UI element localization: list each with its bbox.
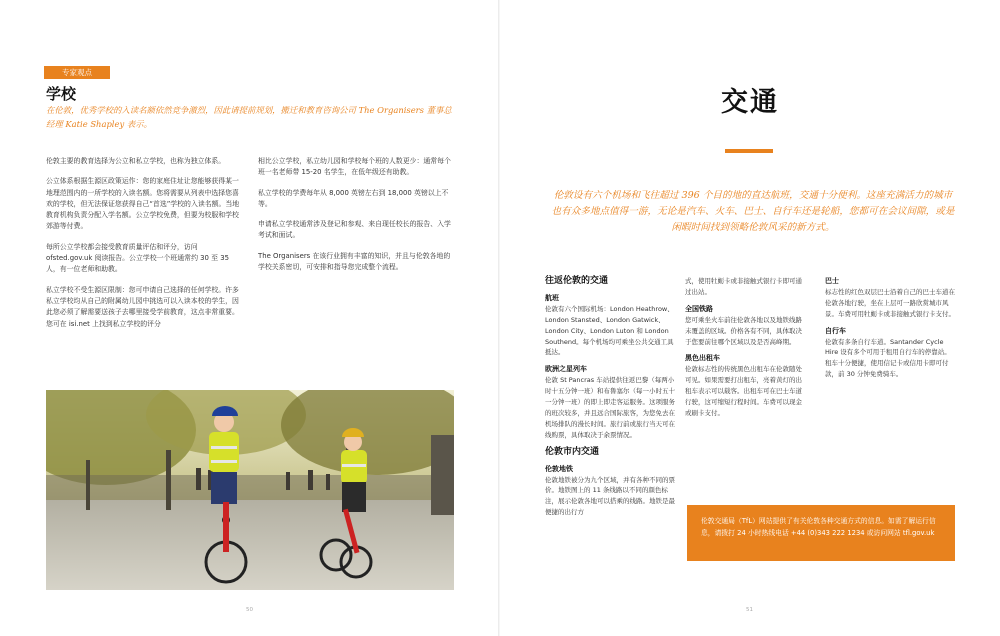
item-text: 伦敦地铁被分为九个区域，并有各种不同的票价。地铁图上的 11 条线路以不同的颜色标注，展示伦敦各地可以搭乘的线路。地铁是最便捷的出行方 bbox=[545, 475, 675, 517]
item-text: 伦敦 St Pancras 车站提供往返巴黎（每两小时十五分钟一班）和布鲁塞尔（每一小时五十一分钟一班）的即上即走客运服务。这项服务的班次较多，并且远合国际旅客，为您免去在机场排队的漫长时间。旅行前或旅行当天可在线购票，具体取决于余票情况。 bbox=[545, 376, 675, 439]
paragraph: 公立体系根据生源区政策运作：您的家庭住址让您能够获得某一地理范围内的一所学校的入读名额。您将需要从列表中选择您喜欢的学校，但无法保证您获得自己“首选”学校的入读名额。当地教育机构负责分配入学名额。公立学校免费，但要为校服和学校郊游等付费。 bbox=[46, 177, 240, 231]
title-underline bbox=[725, 149, 773, 153]
page-number: 50 bbox=[246, 607, 253, 613]
paragraph: 每所公立学校都会接受教育质量评估和评分，访问 ofsted.gov.uk 阅读报告。公立学校一个班通常约 30 至 35 人，有一位老师和助教。 bbox=[46, 242, 229, 274]
right-page bbox=[500, 0, 1000, 636]
item-text: 式，使用牡蛎卡或非接触式银行卡即可通过出站。 bbox=[685, 277, 802, 296]
item-text: 标志性的红色双层巴士沿着自己的巴士车道在伦敦各地行驶，坐在上层可一路欣赏城市风景。车费可用牡蛎卡或非接触式银行卡支付。 bbox=[825, 287, 955, 318]
transport-column-2 bbox=[685, 276, 803, 425]
schools-intro: 在伦敦，优秀学校的入读名额依然竞争激烈，因此请提前规划，搬迁和教育咨询公司 The Organisers 董事总经理 Katie Shapley 表示。 bbox=[46, 105, 452, 129]
expert-tag: 专家观点 bbox=[44, 66, 110, 79]
item-text: 伦敦有六个国际机场：London Heathrow、London Stansted、London Gatwick、London City、London Luton 和 London Southend。每个机场均可乘坐公共交通工具抵达。 bbox=[545, 304, 674, 357]
item-heading: 欧洲之星列车 bbox=[545, 365, 587, 374]
item-heading: 自行车 bbox=[825, 326, 846, 335]
item-text: 伦敦有多条自行车道。Santander Cycle Hire 设有多个可用于租用自行车的停靠站。租车十分便捷，使用信记卡或信用卡即可付款，前 30 分钟免费骑车。 bbox=[825, 337, 951, 379]
paragraph: 私立学校不受生源区限制：您可申请自己选择的任何学校。许多私立学校均从自己的附属幼儿园中挑选可以入读本校的学生，因此您必须了解需要送孩子去哪里接受学前教育，这点非常重要。您可在 isi.net 上找到私立学校的评分 bbox=[46, 285, 239, 328]
item-heading: 巴士 bbox=[825, 277, 839, 285]
children-cycling-photo bbox=[46, 390, 454, 590]
section-title-transport: 交通 bbox=[721, 87, 779, 118]
page-number: 51 bbox=[746, 607, 753, 613]
item-heading: 伦敦地铁 bbox=[545, 464, 573, 473]
schools-column-1 bbox=[46, 156, 242, 339]
tfl-info-box: 伦敦交通局（TfL）网站提供了有关伦敦各种交通方式的信息。如需了解运行信息，请拨打 24 小时热线电话 +44 (0)343 222 1234 或访问网站 tfl.gov.uk bbox=[687, 505, 955, 561]
schools-column-2 bbox=[258, 156, 456, 282]
paragraph: 申请私立学校通常涉及登记和参观、来自现任校长的报告、入学考试和面试。 bbox=[258, 220, 451, 240]
item-heading: 航班 bbox=[545, 293, 559, 302]
paragraph: The Organisers 在该行业拥有丰富的知识，并且与伦敦各地的学校关系密切，可安排和指导您完成整个流程。 bbox=[258, 251, 451, 272]
item-heading: 黑色出租车 bbox=[685, 354, 720, 363]
item-heading: 全国铁路 bbox=[685, 304, 713, 313]
paragraph: 相比公立学校，私立幼儿园和学校每个班的人数更少：通常每个班一名老师带 15-20 名学生，在低年级还有助教。 bbox=[258, 157, 451, 177]
transport-column-3 bbox=[825, 276, 955, 386]
item-text: 您可乘坐火车前往伦敦各地以及地铁线路未覆盖的区域。价格各有不同，具体取决于您要前往哪个区域以及是否高峰期。 bbox=[685, 315, 802, 346]
paragraph: 伦敦主要的教育选择为公立和私立学校，也称为独立体系。 bbox=[46, 157, 226, 165]
section-title-schools: 学校 bbox=[46, 85, 77, 103]
transport-column-1 bbox=[545, 276, 675, 524]
item-text: 伦敦标志性的传统黑色出租车在伦敦随处可见。如果需要打出租车，亮着黄灯的出租车表示可以载客。出租车可在巴士车道行驶，这可缩短行程时间。车费可以现金或刷卡支付。 bbox=[685, 365, 802, 417]
subheading: 往返伦敦的交通 bbox=[545, 276, 609, 286]
subheading: 伦敦市内交通 bbox=[545, 446, 600, 457]
paragraph: 私立学校的学费每年从 8,000 英镑左右到 18,000 英镑以上不等。 bbox=[258, 188, 449, 208]
transport-intro: 伦敦设有六个机场和飞往超过 396 个目的地的直达航班，交通十分便利。这座充满活力的城市也有众多地点值得一游，无论是汽车、火车、巴士、自行车还是轮船，您都可在会议间隙，或是闲暇时间找到领略伦敦风采的新方式。 bbox=[551, 190, 955, 233]
